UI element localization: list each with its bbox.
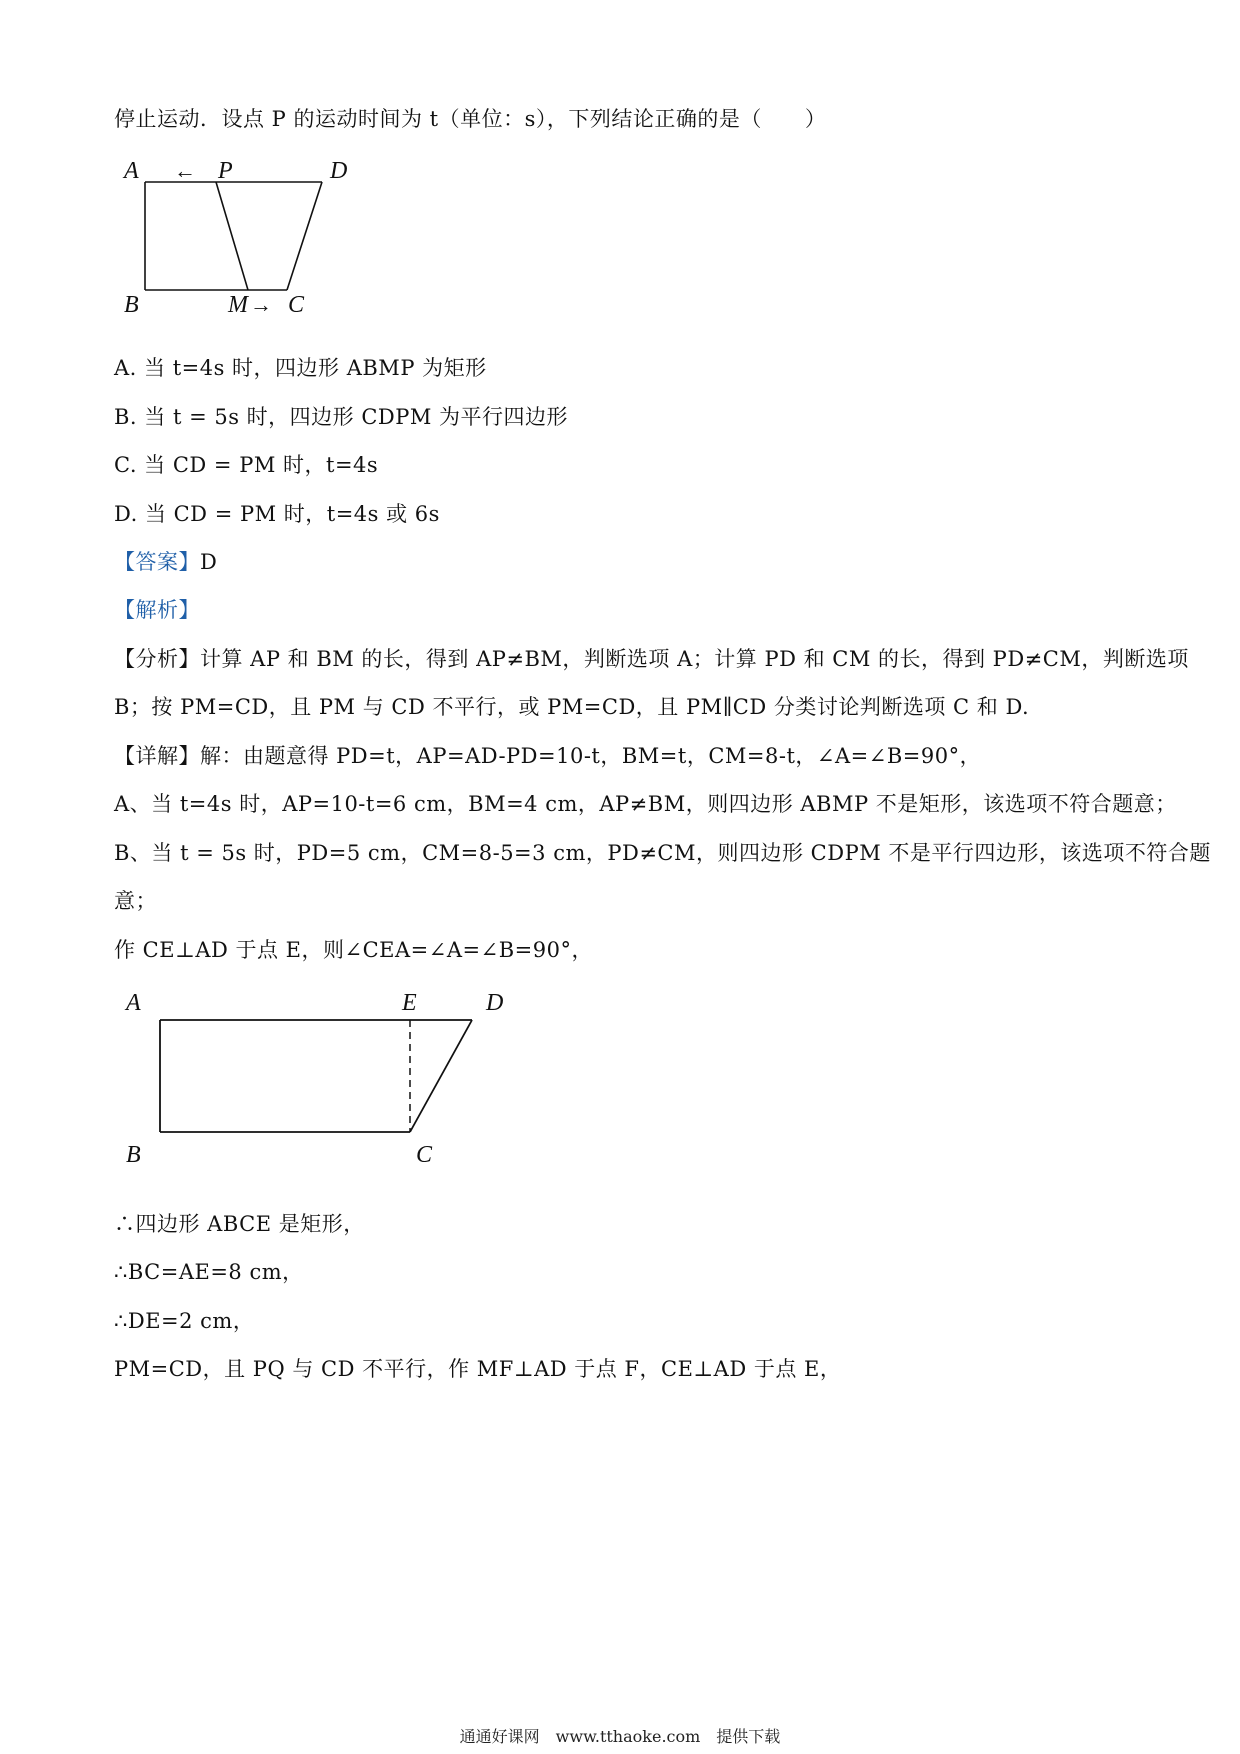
arrow-right-icon: → bbox=[250, 292, 272, 317]
option-a: A. 当 t=4s 时，四边形 ABMP 为矩形 bbox=[114, 356, 487, 380]
label-c: C bbox=[416, 1142, 433, 1168]
conclusion-2: ∴BC=AE=8 cm， bbox=[114, 1260, 304, 1284]
segment-pm bbox=[216, 182, 248, 290]
detail-line-2: A、当 t=4s 时，AP=10-t=6 cm，BM=4 cm，AP≠BM，则四边形 ABMP 不是矩形，该选项不符合题意； bbox=[114, 792, 1177, 816]
option-b: B. 当 t = 5s 时，四边形 CDPM 为平行四边形 bbox=[114, 405, 569, 429]
label-p: P bbox=[218, 158, 233, 184]
arrow-left-icon: ← bbox=[174, 158, 196, 183]
detail-line-1 bbox=[114, 740, 981, 770]
conclusion-3: ∴DE=2 cm， bbox=[114, 1309, 255, 1333]
answer-value: D bbox=[200, 550, 218, 574]
analysis-line-1 bbox=[114, 643, 1189, 673]
analysis-line-2: B；按 PM=CD，且 PM 与 CD 不平行，或 PM=CD，且 PM∥CD 分类讨论判断选项 C 和 D. bbox=[114, 695, 1030, 719]
detail-line-3: B、当 t = 5s 时，PD=5 cm，CM=8-5=3 cm，PD≠CM，则四边形 CDPM 不是平行四边形，该选项不符合题 bbox=[114, 841, 1211, 865]
label-a: A bbox=[126, 990, 141, 1016]
page-footer: 通通好课网 www.tthaoke.com 提供下载 bbox=[459, 1727, 781, 1746]
label-e: E bbox=[402, 990, 417, 1016]
label-c: C bbox=[288, 292, 305, 318]
analysis-tag: 【解析】 bbox=[114, 598, 200, 622]
question-stem: 停止运动．设点 P 的运动时间为 t（单位：s），下列结论正确的是（ ） bbox=[114, 107, 827, 131]
segment-cd bbox=[287, 182, 322, 290]
conclusion-4: PM=CD，且 PQ 与 CD 不平行，作 MF⊥AD 于点 F，CE⊥AD 于点 E， bbox=[114, 1357, 842, 1381]
figure-trapezoid-moving-points bbox=[110, 150, 370, 320]
detail-line-4: 意； bbox=[114, 889, 157, 913]
answer-line bbox=[114, 546, 217, 576]
figure-rectangle-abce bbox=[110, 980, 530, 1180]
detail-tag: 【详解】 bbox=[114, 744, 200, 768]
conclusion-1: ∴四边形 ABCE 是矩形， bbox=[114, 1212, 365, 1236]
label-d: D bbox=[486, 990, 504, 1016]
analysis-heading bbox=[114, 594, 200, 624]
detail-line-5: 作 CE⊥AD 于点 E，则∠CEA=∠A=∠B=90°， bbox=[114, 938, 593, 962]
detail-text-1: 解：由题意得 PD=t，AP=AD-PD=10-t，BM=t，CM=8-t，∠A=∠B=90°， bbox=[200, 744, 982, 768]
option-d: D. 当 CD = PM 时，t=4s 或 6s bbox=[114, 502, 440, 526]
analysis-fenxi-tag: 【分析】 bbox=[114, 647, 200, 671]
label-a: A bbox=[124, 158, 139, 184]
label-b: B bbox=[124, 292, 139, 318]
analysis-text-1: 计算 AP 和 BM 的长，得到 AP≠BM，判断选项 A；计算 PD 和 CM 的长，得到 PD≠CM，判断选项 bbox=[200, 647, 1189, 671]
label-m: M bbox=[228, 292, 248, 318]
answer-tag: 【答案】 bbox=[114, 550, 200, 574]
label-b: B bbox=[126, 1142, 141, 1168]
option-c: C. 当 CD = PM 时，t=4s bbox=[114, 453, 379, 477]
label-d: D bbox=[330, 158, 348, 184]
segment-cd bbox=[410, 1020, 472, 1132]
